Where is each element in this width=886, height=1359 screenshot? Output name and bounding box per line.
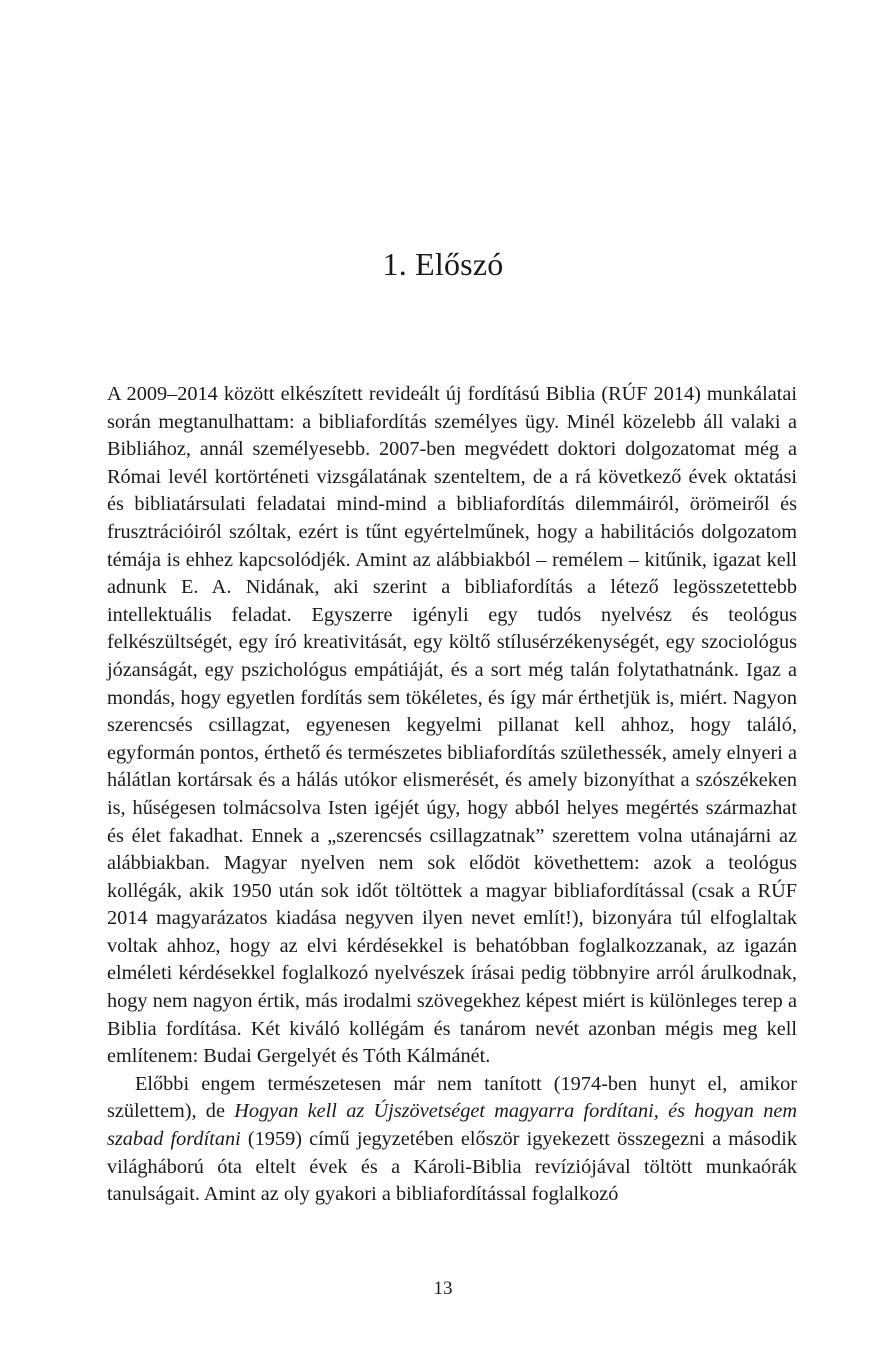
paragraph-2-end: (1959) című jegyzetében először igyekezett összegezni a második világháború óta eltelt évek és a Károli-Biblia revíziójával töltött munkaórák tanulságait. Amint az oly gyakori a bibliafordítással foglalkozó	[107, 1128, 797, 1206]
paragraph-2	[107, 1071, 797, 1209]
paragraph-1: A 2009–2014 között elkészített revideált új fordítású Biblia (RÚF 2014) munkálatai során megtanulhattam: a bibliafordítás személyes ügy. Minél közelebb áll valaki a Bibliához, annál személyesebb. 2007-ben megvédett doktori dolgozatomat még a Római levél kortörténeti vizsgálatának szenteltem, de a rá következő évek oktatási és bibliatársulati feladatai mind-mind a bibliafordítás dilemmáiról, örömeiről és frusztrációiról szóltak, ezért is tűnt egyértelműnek, hogy a habilitációs dolgozatom témája is ehhez kapcsolódjék. Amint az alábbiakból – remélem – kitűnik, igazat kell adnunk E. A. Nidának, aki szerint a bibliafordítás a létező legösszetettebb intellektuális feladat. Egyszerre igényli egy tudós nyelvész és teológus felkészültségét, egy író kreativitását, egy költő stílusérzékenységét, egy szociológus józanságát, egy pszichológus empátiáját, és a sort még talán folytathatnánk. Igaz a mondás, hogy egyetlen fordítás sem tökéletes, és így már érthetjük is, miért. Nagyon szerencsés csillagzat, egyenesen kegyelmi pillanat kell ahhoz, hogy találó, egyformán pontos, érthető és természetes bibliafordítás születhessék, amely elnyeri a hálátlan kortársak és a hálás utókor elismerését, és amely bizonyíthat a szószékeken is, hűségesen tolmácsolva Isten igéjét úgy, hogy abból helyes megértés származhat és élet fakadhat. Ennek a „szerencsés csillagzatnak” szerettem volna utánajárni az alábbiakban. Magyar nyelven nem sok elődöt követhettem: azok a teológus kollégák, akik 1950 után sok időt töltöttek a magyar bibliafordítással (csak a RÚF 2014 magyarázatos kiadása negyven ilyen nevet említ!), bizonyára túl elfoglaltak voltak ahhoz, hogy az elvi kérdésekkel is behatóbban foglalkozzanak, az igazán elméleti kérdésekkel foglalkozó nyelvészek írásai pedig többnyire arról árulkodnak, hogy nem nagyon értik, más irodalmi szövegekhez képest miért is különleges terep a Biblia fordítása. Két kiváló kollégám és tanárom nevét azonban mégis meg kell említenem: Budai Gergelyét és Tóth Kálmánét.	[107, 383, 797, 1068]
paragraph-2-start: Előbbi engem természetesen már nem tanított (1974-ben hunyt el, amikor születtem), de	[107, 1072, 797, 1123]
book-title-italic: Hogyan kell az Újszövetséget magyarra fordítani, és hogyan nem szabad fordítani	[107, 1100, 797, 1151]
chapter-title: 1. Előszó	[382, 246, 504, 282]
page-number: 13	[433, 1278, 453, 1299]
body-text	[107, 381, 797, 1209]
